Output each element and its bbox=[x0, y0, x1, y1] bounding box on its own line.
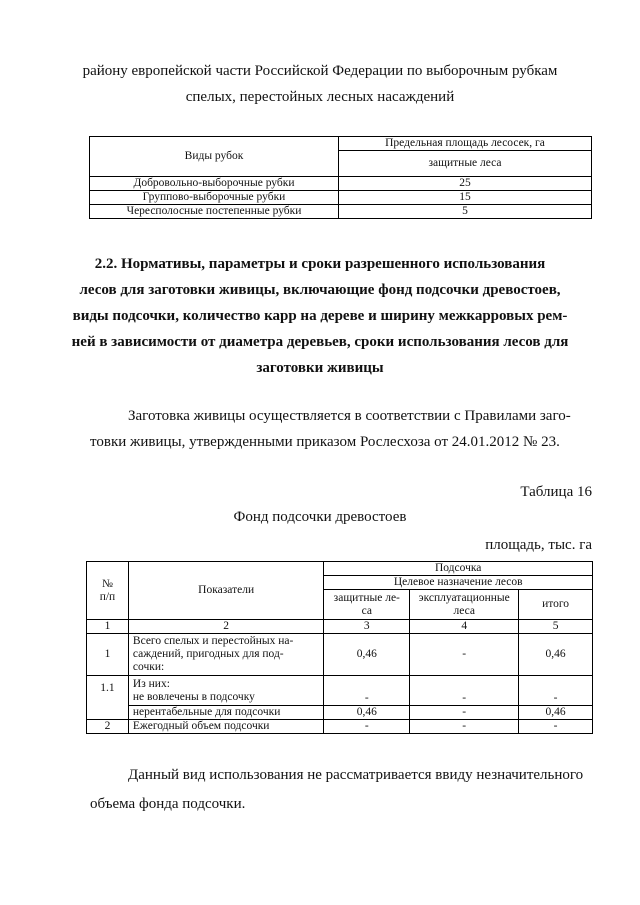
table-row bbox=[87, 634, 593, 676]
table2-header-total: итого bbox=[519, 590, 593, 620]
table2-cell-name: Всего спелых и перестойных на- саждений, пригодных для под- сочки: bbox=[128, 634, 323, 676]
table1-cell-name: Группово-выборочные рубки bbox=[90, 191, 339, 205]
section-heading-line5: заготовки живицы bbox=[256, 360, 384, 376]
table2-cell-protective: - bbox=[324, 676, 410, 706]
table2-cell-total: - bbox=[519, 676, 593, 706]
table2-colnum: 1 bbox=[87, 620, 129, 634]
section-heading-line3: виды подсочки, количество карр на дереве и ширину межкарровых рем- bbox=[72, 308, 568, 324]
table2-cell-total: 0,46 bbox=[519, 706, 593, 720]
table-row bbox=[90, 177, 592, 191]
table2-cell-exploitation: - bbox=[410, 676, 519, 706]
table2-cell-exploitation: - bbox=[410, 634, 519, 676]
table2-header-indicators: Показатели bbox=[128, 562, 323, 620]
table2-header-protective: защитные ле- са bbox=[324, 590, 410, 620]
table2-cell-protective: - bbox=[324, 720, 410, 734]
table2-colnum: 5 bbox=[519, 620, 593, 634]
table2-colnum: 4 bbox=[410, 620, 519, 634]
table2-cell-name: Из них: не вовлечены в подсочку bbox=[128, 676, 323, 706]
table2-colnum: 2 bbox=[128, 620, 323, 634]
table2-cell-num: 2 bbox=[87, 720, 129, 734]
table1-cell-value: 15 bbox=[339, 191, 592, 205]
table2-cell-num: 1 bbox=[87, 634, 129, 676]
table2-cell-total: 0,46 bbox=[519, 634, 593, 676]
section-heading-line4: ней в зависимости от диаметра деревьев, сроки использования лесов для bbox=[71, 334, 569, 350]
resin-tapping-fund-table bbox=[86, 561, 593, 734]
table2-cell-exploitation: - bbox=[410, 720, 519, 734]
table1-header-types: Виды рубок bbox=[90, 137, 339, 177]
table2-header-purpose: Целевое назначение лесов bbox=[324, 576, 593, 590]
table2-cell-protective: 0,46 bbox=[324, 634, 410, 676]
table2-header-exploitation: эксплуатационные леса bbox=[410, 590, 519, 620]
intro-heading-line1: районy европейской части Российской Федерации по выборочным рубкам bbox=[82, 63, 558, 79]
table1-cell-value: 5 bbox=[339, 205, 592, 219]
table1-cell-name: Добровольно-выборочные рубки bbox=[90, 177, 339, 191]
paragraph1-line2: товки живицы, утвержденными приказом Рослесхоза от 24.01.2012 № 23. bbox=[90, 434, 560, 450]
table-row bbox=[90, 205, 592, 219]
table2-colnum: 3 bbox=[324, 620, 410, 634]
table-row bbox=[90, 191, 592, 205]
table-label: Таблица 16 bbox=[520, 484, 592, 500]
table2-cell-name: нерентабельные для подсочки bbox=[128, 706, 323, 720]
section-heading-line1: 2.2. Нормативы, параметры и сроки разрешенного использования bbox=[94, 256, 546, 272]
paragraph1-line1: Заготовка живицы осуществляется в соответствии с Правилами заго- bbox=[128, 408, 571, 424]
table2-header-podsochka: Подсочка bbox=[324, 562, 593, 576]
section-heading-line2: лесов для заготовки живицы, включающие фонд подсочки древостоев, bbox=[79, 282, 561, 298]
table2-cell-total: - bbox=[519, 720, 593, 734]
paragraph2-line1: Данный вид использования не рассматривается ввиду незначительного bbox=[128, 767, 584, 783]
intro-heading-line2: спелых, перестойных лесных насаждений bbox=[185, 89, 455, 105]
table-title: Фонд подсочки древостоев bbox=[233, 509, 407, 525]
table1-cell-value: 25 bbox=[339, 177, 592, 191]
table-row bbox=[87, 676, 593, 706]
table2-cell-name: Ежегодный объем подсочки bbox=[128, 720, 323, 734]
table2-cell-protective: 0,46 bbox=[324, 706, 410, 720]
table1-header-protective: защитные леса bbox=[339, 151, 592, 177]
table1-cell-name: Чересполосные постепенные рубки bbox=[90, 205, 339, 219]
table2-cell-exploitation: - bbox=[410, 706, 519, 720]
table2-colnums-row bbox=[87, 620, 593, 634]
table2-cell-num: 1.1 bbox=[87, 676, 129, 720]
logging-area-table bbox=[89, 136, 592, 219]
table-units: площадь, тыс. га bbox=[485, 537, 592, 553]
paragraph2-line2: объема фонда подсочки. bbox=[90, 796, 246, 812]
table-row bbox=[87, 706, 593, 720]
table-row bbox=[87, 720, 593, 734]
table1-header-max-area: Предельная площадь лесосек, га bbox=[339, 137, 592, 151]
table2-header-num: № п/п bbox=[87, 562, 129, 620]
